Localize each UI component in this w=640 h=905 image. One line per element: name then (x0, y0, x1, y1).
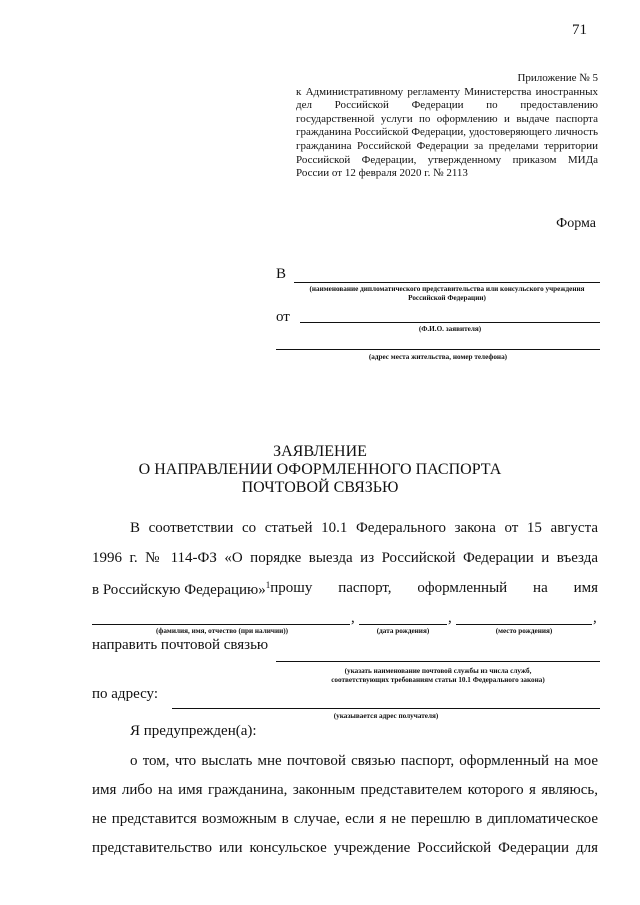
birthplace-caption: (место рождения) (495, 627, 553, 635)
appendix-line: Российской Федерации, утвержденному приказом МИДа (296, 153, 598, 166)
recipient-address-field-line[interactable] (172, 708, 600, 709)
appendix-line: к Административному регламенту Министерства иностранных (296, 85, 598, 98)
form-label: Форма (556, 216, 596, 231)
comma: , (448, 610, 452, 626)
address-caption: (адрес места жительства, номер телефона) (368, 353, 508, 361)
appendix-line: гражданина Российской Федерации за пределами территории (296, 139, 598, 152)
body-line: имя либо на имя гражданина, законным представителем которого я являюсь, (92, 782, 598, 798)
comma: , (593, 610, 597, 626)
to-caption: (наименование дипломатического представительства или консульского учреждения Российской Федерации) (309, 285, 585, 302)
page-number: 71 (572, 22, 587, 38)
body-line: представительство или консульское учреждение Российской Федерации для (92, 840, 598, 856)
footnote-marker: 1 (265, 580, 271, 590)
from-field-line[interactable] (300, 322, 600, 323)
appendix-line: дел Российской Федерации по предоставлению (296, 99, 598, 112)
birthdate-caption: (дата рождения) (376, 627, 430, 635)
to-field-line[interactable] (294, 282, 600, 283)
address-field-line[interactable] (276, 349, 600, 350)
body-line: не представится возможным в случае, если я не перешлю в дипломатическое (92, 811, 598, 827)
appendix-line: гражданина Российской Федерации, удостоверяющего личность (296, 126, 598, 139)
appendix-line: государственной услуги по оформлению и выдаче паспорта (296, 112, 598, 125)
birthdate-field-line[interactable] (359, 624, 447, 625)
postal-service-field-line[interactable] (276, 661, 600, 662)
document-title: ЗАЯВЛЕНИЕ (273, 443, 367, 460)
fio-caption: (фамилия, имя, отчество (при наличии)) (155, 627, 289, 635)
appendix-line: России от 12 февраля 2020 г. № 2113 (296, 167, 468, 180)
warned-label: Я предупрежден(а): (130, 723, 257, 739)
postal-caption: (указать наименование почтовой службы из числа служб, соответствующих требованиям статьи 10.1 Федерального закона) (331, 667, 545, 684)
recipient-caption: (указывается адрес получателя) (333, 712, 439, 720)
birthplace-field-line[interactable] (456, 624, 592, 625)
from-caption: (Ф.И.О. заявителя) (418, 325, 482, 333)
comma: , (351, 610, 355, 626)
body-line (92, 580, 598, 599)
send-by-post-label: направить почтовой связью (92, 637, 269, 653)
address-label: по адресу: (92, 686, 159, 702)
from-label: от (276, 309, 290, 325)
body-line: о том, что выслать мне почтовой связью паспорт, оформленный на мое (130, 753, 598, 769)
body-line: В соответствии со статьей 10.1 Федерального закона от 15 августа (130, 520, 598, 536)
document-subtitle-1: О НАПРАВЛЕНИИ ОФОРМЛЕННОГО ПАСПОРТА (138, 461, 502, 478)
fio-field-line[interactable] (92, 624, 350, 625)
body-line: 1996 г. № 114-ФЗ «О порядке выезда из Российской Федерации и въезда (92, 550, 598, 566)
appendix-block (296, 72, 598, 181)
document-subtitle-2: ПОЧТОВОЙ СВЯЗЬЮ (241, 479, 399, 496)
body-text: прошу паспорт, оформленный на имя (270, 580, 598, 596)
body-text: в Российскую Федерацию»$^1$ (92, 580, 271, 598)
to-label: В (276, 266, 287, 282)
appendix-title: Приложение № 5 (517, 72, 598, 84)
